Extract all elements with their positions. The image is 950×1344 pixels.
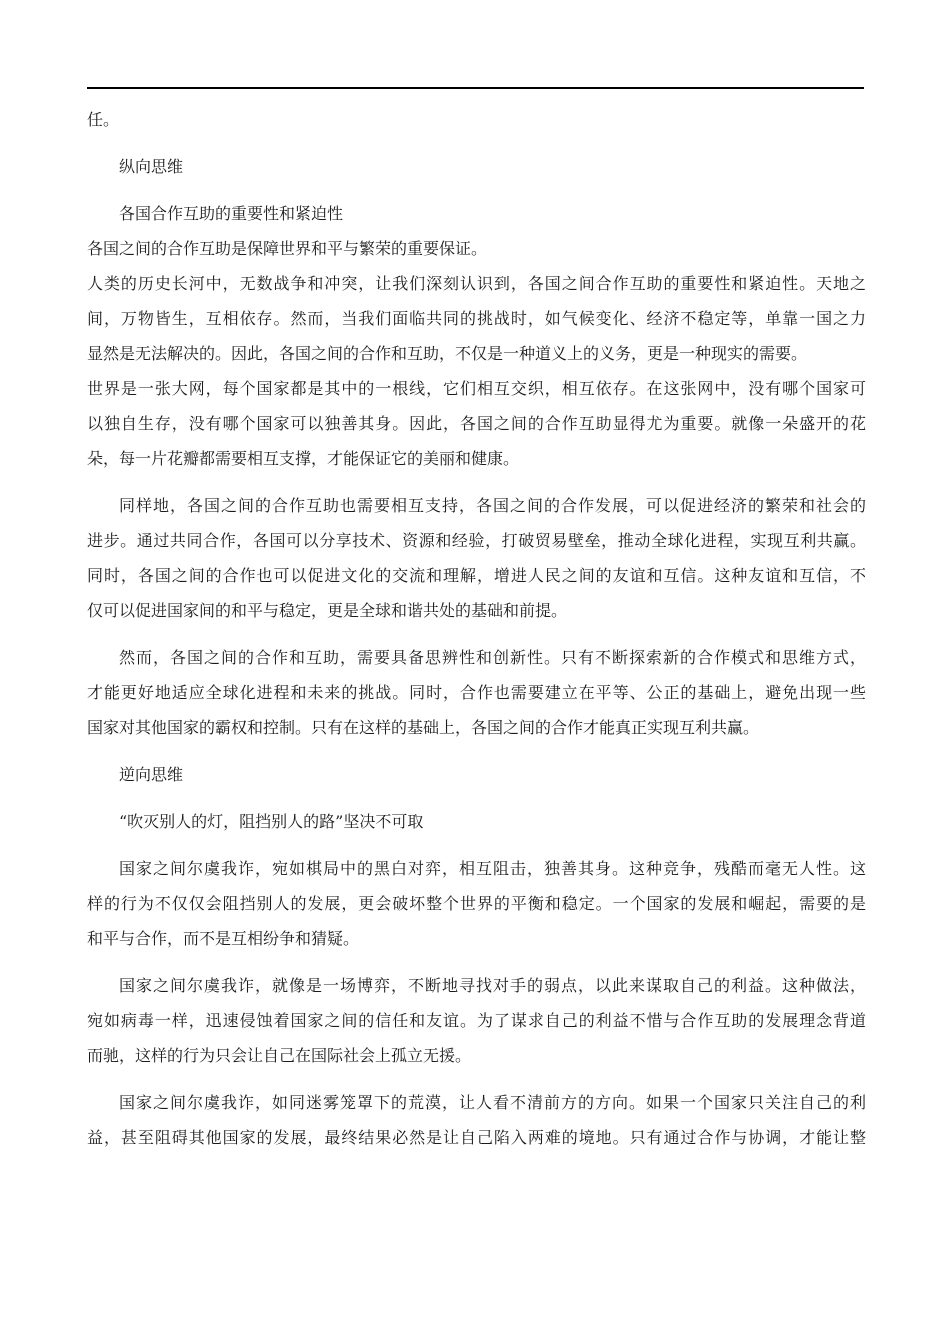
paragraph bbox=[87, 371, 866, 476]
section-heading-text: 逆向思维 bbox=[119, 765, 184, 784]
paragraph bbox=[87, 488, 866, 628]
subheading-text: 各国合作互助的重要性和紧迫性 bbox=[119, 204, 344, 223]
subheading bbox=[87, 804, 866, 839]
paragraph-continuation bbox=[87, 102, 866, 137]
text-line: 间，万物皆生，互相依存。然而，当我们面临共同的挑战时，如气候变化、经济不稳定等，单靠一国之力 bbox=[87, 309, 866, 328]
section-heading-reverse-thinking bbox=[87, 757, 866, 792]
subheading-text: “吹灭别人的灯，阻挡别人的路”坚决不可取 bbox=[119, 812, 424, 831]
section-heading-text: 纵向思维 bbox=[119, 157, 184, 176]
paragraph bbox=[87, 1085, 866, 1155]
text-line: 益，甚至阻碍其他国家的发展，最终结果必然是让自己陷入两难的境地。只有通过合作与协调，才能让整 bbox=[87, 1128, 866, 1147]
text-line: 国家之间尔虞我诈，宛如棋局中的黑白对弈，相互阻击，独善其身。这种竞争，残酷而毫无人性。这 bbox=[119, 859, 866, 878]
text-line: 同样地，各国之间的合作互助也需要相互支持，各国之间的合作发展，可以促进经济的繁荣和社会的 bbox=[119, 496, 866, 515]
text-line: 和平与合作，而不是互相纷争和猜疑。 bbox=[87, 929, 360, 948]
text-line: 而驰，这样的行为只会让自己在国际社会上孤立无援。 bbox=[87, 1046, 472, 1065]
text-line: 人类的历史长河中，无数战争和冲突，让我们深刻认识到，各国之间合作互助的重要性和紧迫性。天地之 bbox=[87, 274, 866, 293]
section-heading-vertical-thinking bbox=[87, 149, 866, 184]
text-line: 国家之间尔虞我诈，就像是一场博弈，不断地寻找对手的弱点，以此来谋取自己的利益。这种做法， bbox=[119, 976, 866, 995]
paragraph bbox=[87, 231, 866, 266]
text-line: 样的行为不仅仅会阻挡别人的发展，更会破坏整个世界的平衡和稳定。一个国家的发展和崛起，需要的是 bbox=[87, 894, 866, 913]
text-line: 宛如病毒一样，迅速侵蚀着国家之间的信任和友谊。为了谋求自己的利益不惜与合作互助的发展理念背道 bbox=[87, 1011, 866, 1030]
document-body bbox=[87, 102, 866, 1155]
paragraph bbox=[87, 640, 866, 745]
text-line: 国家对其他国家的霸权和控制。只有在这样的基础上，各国之间的合作才能真正实现互利共赢。 bbox=[87, 718, 760, 737]
text-line: 进步。通过共同合作，各国可以分享技术、资源和经验，打破贸易壁垒，推动全球化进程，实现互利共赢。 bbox=[87, 531, 866, 550]
subheading bbox=[87, 196, 866, 231]
text-line: 才能更好地适应全球化进程和未来的挑战。同时，合作也需要建立在平等、公正的基础上，避免出现一些 bbox=[87, 683, 866, 702]
paragraph bbox=[87, 968, 866, 1073]
text-line: 任。 bbox=[87, 110, 120, 129]
text-line: 显然是无法解决的。因此，各国之间的合作和互助，不仅是一种道义上的义务，更是一种现实的需要。 bbox=[87, 344, 808, 363]
text-line: 仅可以促进国家间的和平与稳定，更是全球和谐共处的基础和前提。 bbox=[87, 601, 568, 620]
text-line: 然而，各国之间的合作和互助，需要具备思辨性和创新性。只有不断探索新的合作模式和思维方式， bbox=[119, 648, 866, 667]
paragraph bbox=[87, 266, 866, 371]
text-line: 朵，每一片花瓣都需要相互支撑，才能保证它的美丽和健康。 bbox=[87, 449, 520, 468]
text-line: 国家之间尔虞我诈，如同迷雾笼罩下的荒漠，让人看不清前方的方向。如果一个国家只关注自己的利 bbox=[119, 1093, 866, 1112]
text-line: 世界是一张大网，每个国家都是其中的一根线，它们相互交织，相互依存。在这张网中，没有哪个国家可 bbox=[87, 379, 866, 398]
header-rule bbox=[87, 87, 864, 89]
text-line: 同时，各国之间的合作也可以促进文化的交流和理解，增进人民之间的友谊和互信。这种友谊和互信，不 bbox=[87, 566, 866, 585]
paragraph bbox=[87, 851, 866, 956]
text-line: 各国之间的合作互助是保障世界和平与繁荣的重要保证。 bbox=[87, 239, 488, 258]
text-line: 以独自生存，没有哪个国家可以独善其身。因此，各国之间的合作互助显得尤为重要。就像一朵盛开的花 bbox=[87, 414, 866, 433]
